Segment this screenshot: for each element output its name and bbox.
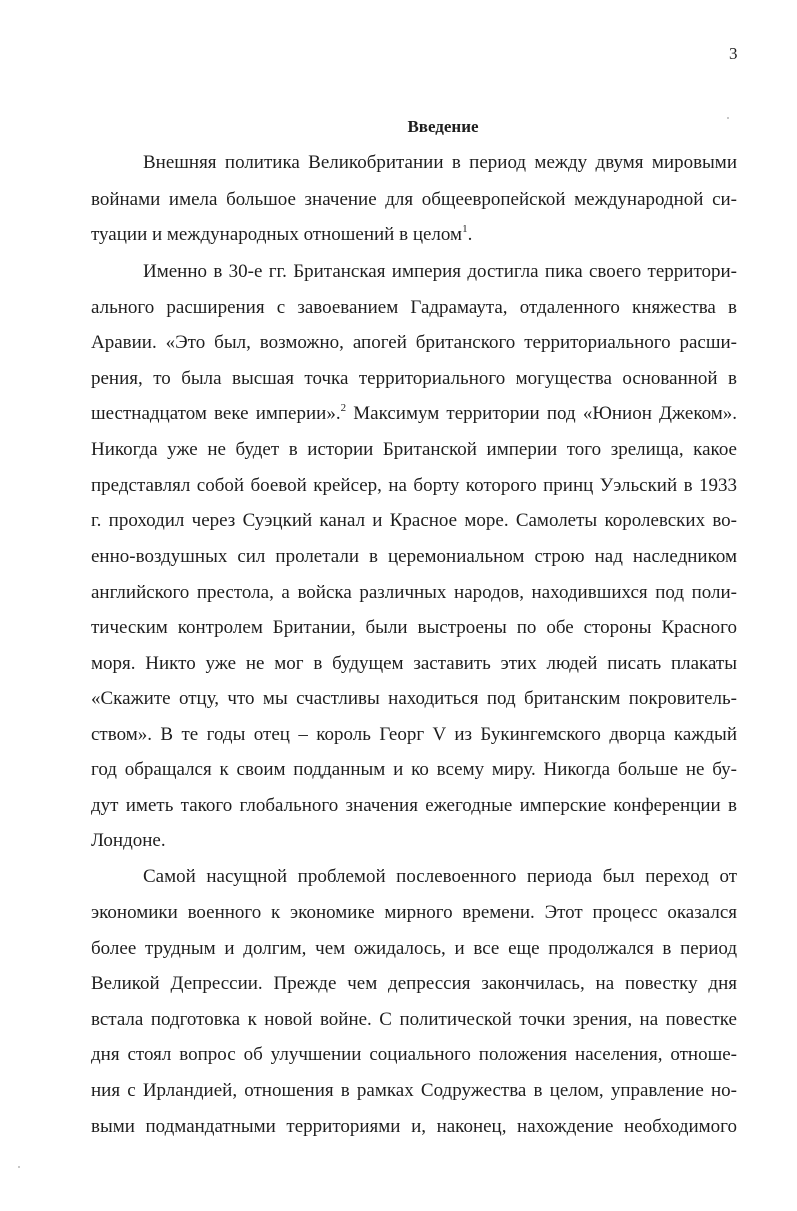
text-line: ального расширения с завоеванием Гадрамаута, отдаленного княжества в: [91, 297, 737, 318]
text-line: тическим контролем Британии, были выстроены по обе стороны Красного: [91, 617, 737, 638]
text-line: Самой насущной проблемой послевоенного периода был переход от: [143, 866, 737, 887]
scan-speck: [18, 1166, 20, 1168]
text-line: шестнадцатом веке империи».$^2$ Максимум территории под «Юнион Джеком».: [91, 402, 737, 424]
text-line: английского престола, а войска различных народов, находившихся под поли-: [91, 582, 737, 603]
footnote-ref: 1: [462, 223, 468, 235]
text-line: моря. Никто уже не мог в будущем заставить этих людей писать плакаты: [91, 653, 737, 674]
text-line: Никогда уже не будет в истории Британской империи того зрелища, какое: [91, 439, 737, 460]
text-line: Внешняя политика Великобритании в период между двумя мировыми: [143, 152, 737, 173]
text-line: енно-воздушных сил пролетали в церемониальном строю над наследником: [91, 546, 737, 567]
text-line: более трудным и долгим, чем ожидалось, и все еще продолжался в период: [91, 938, 737, 959]
text-line: «Скажите отцу, что мы счастливы находиться под британским покровитель-: [91, 688, 737, 709]
section-heading: Введение: [407, 117, 479, 136]
text-line: Лондоне.: [91, 830, 166, 851]
text-line: дут иметь такого глобального значения ежегодные имперские конференции в: [91, 795, 737, 816]
text-line: экономики военного к экономике мирного времени. Этот процесс оказался: [91, 902, 737, 923]
text-line: встала подготовка к новой войне. С политической точки зрения, на повестке: [91, 1009, 737, 1030]
text-line: дня стоял вопрос об улучшении социального положения населения, отноше-: [91, 1044, 737, 1065]
footnote-ref: 2: [340, 402, 347, 414]
page-number: 3: [729, 44, 738, 63]
text-line: Именно в 30-е гг. Британская империя достигла пика своего территори-: [143, 261, 737, 282]
text-line: туации и международных отношений в целом$^1$.: [91, 223, 473, 245]
text-line: рения, то была высшая точка территориального могущества основанной в: [91, 368, 737, 389]
text-line: выми подмандатными территориями и, наконец, нахождение необходимого: [91, 1116, 737, 1137]
text-line: представлял собой боевой крейсер, на борту которого принц Уэльский в 1933: [91, 475, 737, 496]
text-line: Аравии. «Это был, возможно, апогей британского территориального расши-: [91, 332, 737, 353]
text-line: Великой Депрессии. Прежде чем депрессия закончилась, на повестку дня: [91, 973, 737, 994]
text-line: войнами имела большое значение для общеевропейской международной си-: [91, 189, 737, 210]
text-line: ния с Ирландией, отношения в рамках Содружества в целом, управление но-: [91, 1080, 737, 1101]
scan-speck: [727, 117, 729, 119]
text-line: г. проходил через Суэцкий канал и Красное море. Самолеты королевских во-: [91, 510, 737, 531]
text-line: год обращался к своим подданным и ко всему миру. Никогда больше не бу-: [91, 759, 737, 780]
text-line: ством». В те годы отец – король Георг V из Букингемского дворца каждый: [91, 724, 737, 745]
